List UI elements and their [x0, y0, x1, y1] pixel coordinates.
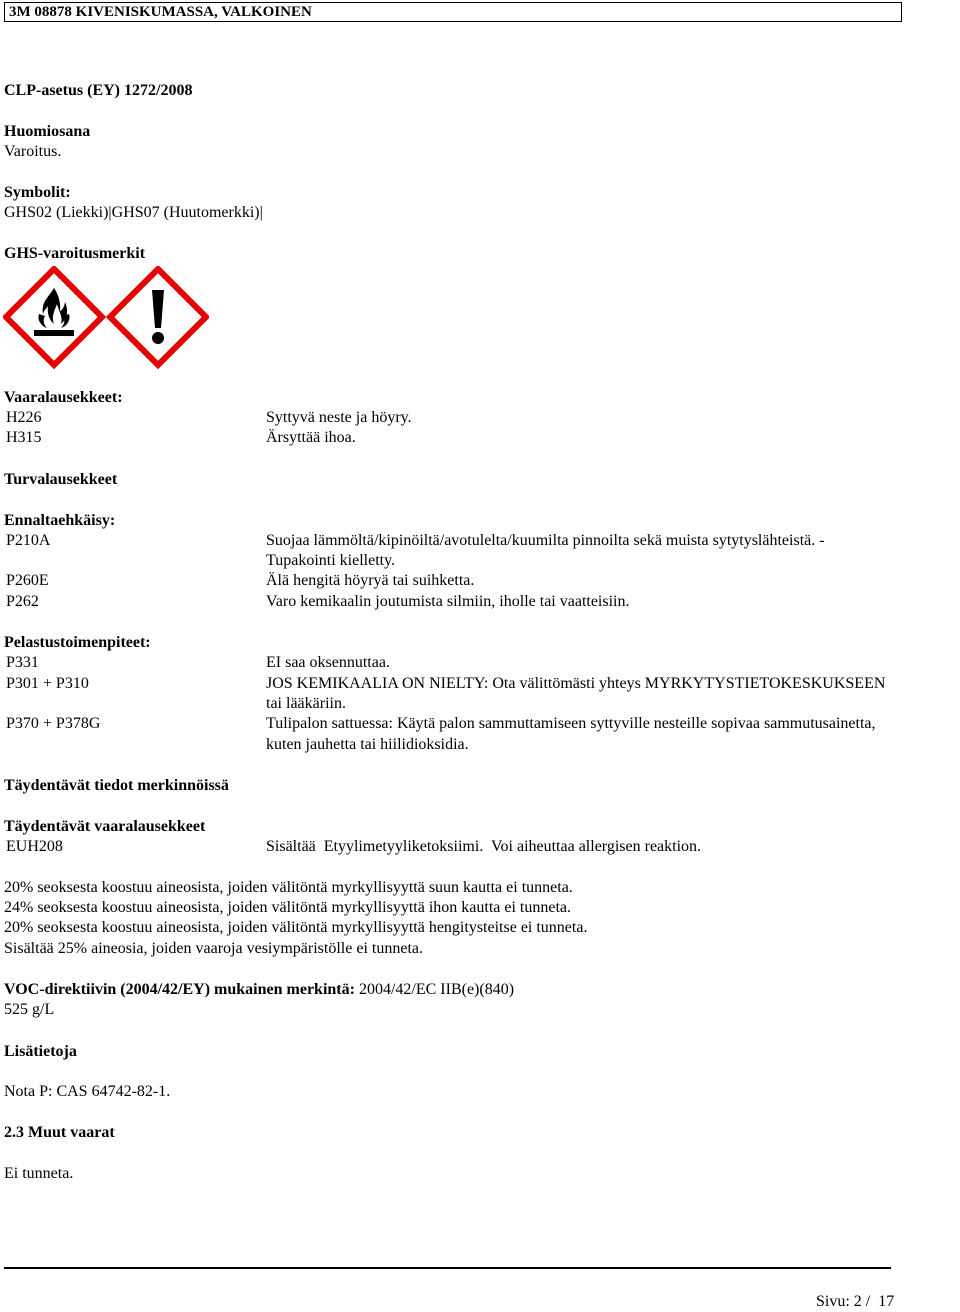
supplementary-heading: Täydentävät tiedot merkinnöissä: [4, 777, 229, 794]
symbols-heading: Symbolit:: [4, 184, 71, 201]
response-text: Tulipalon sattuessa: Käytä palon sammuttamiseen syttyville nesteille sopivaa sammutusainetta,: [266, 715, 876, 732]
response-text: kuten jauhetta tai hiilidioksidia.: [266, 736, 469, 753]
response-text: EI saa oksennuttaa.: [266, 654, 390, 671]
response-heading: Pelastustoimenpiteet:: [4, 634, 151, 651]
voc-value: 2004/42/EC IIB(e)(840): [354, 981, 515, 998]
prevention-text: Älä hengitä höyryä tai suihketta.: [266, 572, 475, 589]
prevention-heading: Ennaltaehkäisy:: [4, 512, 116, 529]
ghs-heading: GHS-varoitusmerkit: [4, 245, 146, 262]
signal-word-heading: Huomiosana: [4, 123, 91, 140]
other-hazards-text: Ei tunneta.: [4, 1165, 74, 1182]
prevention-text: Suojaa lämmöltä/kipinöiltä/avotulelta/kuumilta pinnoilta sekä muista sytytyslähteistä. -: [266, 532, 825, 549]
supplementary-code: EUH208: [6, 838, 63, 855]
additional-text: Nota P: CAS 64742-82-1.: [4, 1083, 171, 1100]
symbols-value: GHS02 (Liekki)|GHS07 (Huutomerkki)|: [4, 204, 263, 221]
toxicity-note: Sisältää 25% aineosia, joiden vaaroja vesiympäristölle ei tunneta.: [4, 940, 423, 957]
hazard-code: H226: [6, 409, 42, 426]
response-code: P331: [6, 654, 39, 671]
precautionary-heading: Turvalausekkeet: [4, 471, 118, 488]
signal-word-value: Varoitus.: [4, 143, 62, 160]
ghs-pictograms: [3, 266, 209, 370]
response-text: tai lääkäriin.: [266, 695, 346, 712]
supplementary-subheading: Täydentävät vaaralausekkeet: [4, 818, 206, 835]
product-title: 3M 08878 KIVENISKUMASSA, VALKOINEN: [9, 4, 312, 20]
clp-heading: CLP-asetus (EY) 1272/2008: [4, 82, 193, 99]
toxicity-note: 24% seoksesta koostuu aineosista, joiden välitöntä myrkyllisyyttä ihon kautta ei tunneta.: [4, 899, 572, 916]
hazard-heading: Vaaralausekkeet:: [4, 389, 123, 406]
response-code: P370 + P378G: [6, 715, 101, 732]
other-hazards-heading: 2.3 Muut vaarat: [4, 1124, 115, 1141]
prevention-text: Varo kemikaalin joutumista silmiin, iholle tai vaatteisiin.: [266, 593, 630, 610]
voc-line: [4, 980, 514, 1000]
document-header: [4, 2, 902, 22]
prevention-text: Tupakointi kielletty.: [266, 552, 396, 569]
toxicity-note: 20% seoksesta koostuu aineosista, joiden välitöntä myrkyllisyyttä hengitysteitse ei tunneta.: [4, 919, 588, 936]
hazard-text: Ärsyttää ihoa.: [266, 429, 356, 446]
ghs07-exclamation-icon: [110, 269, 206, 365]
response-code: P301 + P310: [6, 675, 89, 692]
footer-divider: [4, 1267, 891, 1269]
ghs02-flame-icon: [6, 269, 102, 365]
toxicity-note: 20% seoksesta koostuu aineosista, joiden välitöntä myrkyllisyyttä suun kautta ei tunneta.: [4, 879, 573, 896]
prevention-code: P262: [6, 593, 39, 610]
voc-label: VOC-direktiivin (2004/42/EY) mukainen merkintä:: [4, 981, 355, 998]
response-text: JOS KEMIKAALIA ON NIELTY: Ota välittömästi yhteys MYRKYTYSTIETOKESKUKSEEN: [266, 675, 886, 692]
prevention-code: P260E: [6, 572, 49, 589]
prevention-code: P210A: [6, 532, 51, 549]
additional-heading: Lisätietoja: [4, 1043, 77, 1060]
page-number: Sivu: 2 / 17: [816, 1293, 895, 1310]
voc-amount: 525 g/L: [4, 1001, 55, 1018]
hazard-text: Syttyvä neste ja höyry.: [266, 409, 412, 426]
hazard-code: H315: [6, 429, 42, 446]
supplementary-text: Sisältää Etyylimetyyliketoksiimi. Voi aiheuttaa allergisen reaktion.: [266, 838, 702, 855]
